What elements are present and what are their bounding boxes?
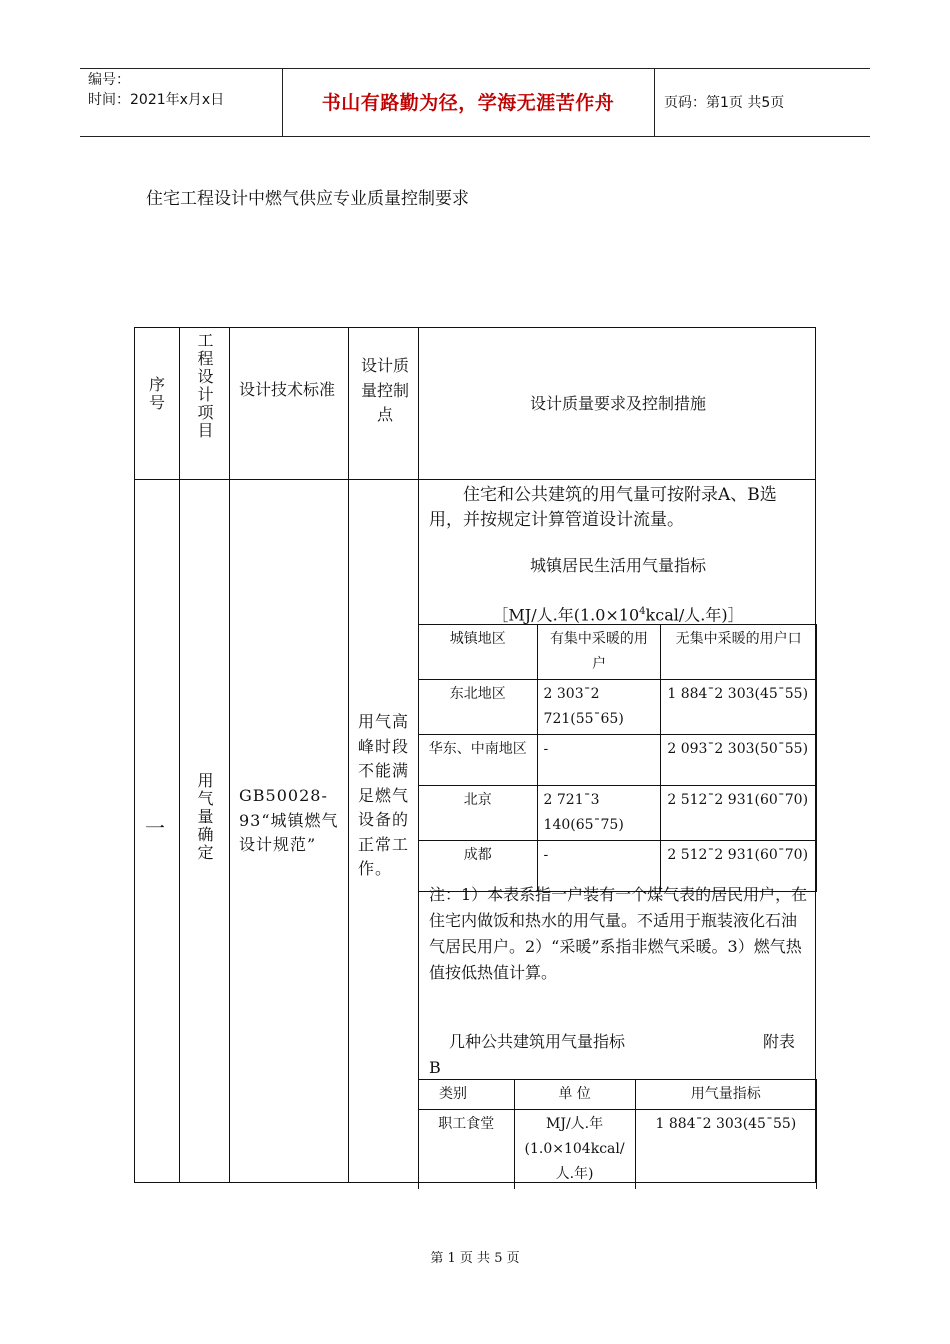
quality-control-table — [134, 327, 816, 1183]
table-cell: 东北地区 — [419, 680, 538, 735]
table-cell: 1 884¯2 303(45¯55) — [661, 680, 817, 735]
header-top-rule — [80, 68, 870, 69]
table-cell: 成都 — [419, 841, 538, 892]
col-line-3 — [348, 328, 349, 1182]
header-bottom-rule — [80, 136, 870, 137]
table-b-title: 几种公共建筑用气量指标 — [449, 1032, 626, 1051]
table-cell: 华东、中南地区 — [419, 735, 538, 786]
table-cell: - — [537, 735, 661, 786]
table-cell: 2 093¯2 303(50¯55) — [661, 735, 817, 786]
table-cell: MJ/人.年(1.0×104kcal/人.年) — [514, 1110, 635, 1190]
document-title: 住宅工程设计中燃气供应专业质量控制要求 — [146, 189, 469, 209]
table-cell: 2 512¯2 931(60¯70) — [661, 786, 817, 841]
header-control-point: 设计质量控制点 — [360, 356, 409, 424]
header-meta — [88, 70, 224, 110]
table-a-header-region: 城镇地区 — [419, 625, 538, 680]
table-cell: 北京 — [419, 786, 538, 841]
table-row — [419, 786, 817, 841]
table-cell: - — [537, 841, 661, 892]
row-standard: GB50028-93“城镇燃气设计规范” — [239, 786, 339, 854]
table-b-header-index: 用气量指标 — [635, 1080, 816, 1110]
number-label: 编号： — [88, 72, 130, 88]
table-row — [419, 680, 817, 735]
table-b-tag: 附表 — [763, 1032, 796, 1051]
header-row-line — [135, 479, 815, 480]
header-seq: 序号 — [146, 376, 166, 412]
time-label: 时间：2021年x月x日 — [88, 92, 225, 108]
table-row — [419, 735, 817, 786]
page-label: 页码：第1页 共5页 — [664, 95, 785, 111]
residential-gas-table — [418, 624, 817, 892]
table-cell: 2 721¯3 140(65¯75) — [537, 786, 661, 841]
header-item: 工程设计项目 — [195, 332, 214, 440]
header-requirements: 设计质量要求及控制措施 — [529, 394, 706, 413]
row-intro: 住宅和公共建筑的用气量可按附录A、B选用，并按规定计算管道设计流量。 — [429, 485, 777, 530]
row-control-point: 用气高峰时段不能满足燃气设备的正常工作。 — [358, 712, 410, 878]
table-a-unit: ［MJ/人.年($1.0\times 10^4kcal/$人.年)］ — [492, 605, 744, 625]
table-cell: 2 512¯2 931(60¯70) — [661, 841, 817, 892]
table-cell: 职工食堂 — [419, 1110, 515, 1190]
col-line-2 — [229, 328, 230, 1182]
table-a-title: 城镇居民生活用气量指标 — [529, 556, 706, 575]
header-motto: 书山有路勤为径，学海无涯苦作舟 — [321, 92, 615, 114]
table-b-tag-letter: B — [429, 1058, 441, 1077]
table-row — [419, 625, 817, 680]
table-row — [419, 1080, 817, 1110]
public-building-gas-table — [418, 1079, 817, 1189]
table-cell: 1 884¯2 303(45¯55) — [635, 1110, 816, 1190]
table-b-header-category: 类别 — [419, 1080, 515, 1110]
col-line-1 — [179, 328, 180, 1182]
page-footer: 第 1 页 共 5 页 — [430, 1251, 520, 1266]
header-standard: 设计技术标准 — [239, 380, 336, 399]
table-b-header-unit: 单 位 — [514, 1080, 635, 1110]
header-divider-right — [654, 68, 655, 136]
table-row — [419, 1110, 817, 1190]
table-a-header-unheated: 无集中采暖的用户口 — [661, 625, 817, 680]
table-a-header-heated: 有集中采暖的用户 — [537, 625, 661, 680]
row-item: 用气量确定 — [195, 772, 214, 862]
table-a-unit-exponent: 4 — [639, 606, 646, 617]
table-a-note: 注：1）本表系指一户装有一个煤气表的居民用户，在住宅内做饭和热水的用气量。不适用于瓶装液化石油气居民用户。2）“采暖”系指非燃气采暖。3）燃气热值按低热值计算。 — [429, 885, 808, 982]
row-seq: 一 — [145, 816, 165, 840]
table-cell: 2 303¯2 721(55¯65) — [537, 680, 661, 735]
